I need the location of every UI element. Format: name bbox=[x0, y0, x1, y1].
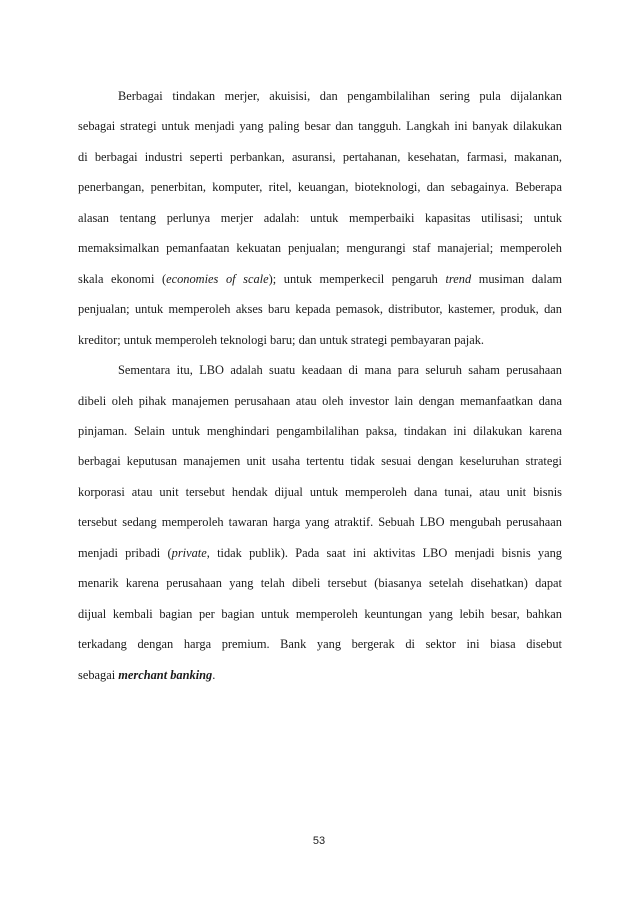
text-fragment: dibeli oleh pihak manajemen perusahaan atau oleh investor lain dengan memanfaatkan dana bbox=[78, 393, 562, 408]
text-fragment: . bbox=[212, 667, 216, 682]
text-line bbox=[78, 271, 562, 287]
text-fragment: menjadi pribadi ( bbox=[78, 545, 172, 560]
text-fragment: tersebut sedang memperoleh tawaran harga yang atraktif. Sebuah LBO mengubah perusahaan bbox=[78, 515, 562, 530]
text-fragment: Sementara itu, LBO adalah suatu keadaan di mana para seluruh saham perusahaan bbox=[118, 363, 562, 378]
text-line bbox=[78, 423, 562, 439]
emphasized-text: economies of scale bbox=[166, 271, 269, 286]
text-line bbox=[118, 88, 562, 104]
text-line bbox=[78, 179, 562, 195]
text-line bbox=[78, 149, 562, 165]
text-line bbox=[78, 514, 562, 530]
text-line bbox=[78, 210, 562, 226]
text-fragment: sebagai bbox=[78, 667, 119, 682]
text-fragment: terkadang dengan harga premium. Bank yang bergerak di sektor ini biasa disebut bbox=[78, 637, 562, 652]
text-fragment: skala ekonomi ( bbox=[78, 271, 167, 286]
text-fragment: ); untuk memperkecil pengaruh bbox=[268, 271, 446, 286]
page-number: 53 bbox=[312, 835, 326, 847]
text-fragment: memaksimalkan pemanfaatan kekuatan penjualan; mengurangi staf manajerial; memperoleh bbox=[78, 241, 562, 256]
emphasized-text: private bbox=[171, 545, 207, 560]
text-fragment: pinjaman. Selain untuk menghindari pengambilalihan paksa, tindakan ini dilakukan karena bbox=[78, 423, 562, 438]
text-line bbox=[78, 332, 562, 348]
text-fragment: Berbagai tindakan merjer, akuisisi, dan pengambilalihan sering pula dijalankan bbox=[118, 89, 562, 103]
text-fragment: musiman dalam bbox=[471, 271, 562, 286]
text-fragment: dijual kembali bagian per bagian untuk memperoleh keuntungan yang lebih besar, bahkan bbox=[78, 606, 562, 621]
text-fragment: berbagai keputusan manajemen unit usaha tertentu tidak sesuai dengan keseluruhan strategi bbox=[78, 454, 562, 469]
text-line bbox=[118, 362, 562, 378]
text-line bbox=[78, 636, 562, 652]
emphasized-text: merchant banking bbox=[118, 667, 213, 682]
text-line bbox=[78, 118, 562, 134]
text-fragment: alasan tentang perlunya merjer adalah: untuk memperbaiki kapasitas utilisasi; untuk bbox=[78, 210, 562, 225]
text-line bbox=[78, 453, 562, 469]
text-fragment: menarik karena perusahaan yang telah dibeli tersebut (biasanya setelah disehatkan) dapat bbox=[78, 576, 562, 591]
text-line bbox=[78, 575, 562, 591]
text-line bbox=[78, 301, 562, 317]
text-line bbox=[78, 545, 562, 561]
text-line bbox=[78, 484, 562, 500]
text-fragment: korporasi atau unit tersebut hendak dijual untuk memperoleh dana tunai, atau unit bisnis bbox=[78, 484, 562, 499]
text-fragment: penerbangan, penerbitan, komputer, ritel, keuangan, bioteknologi, dan sebagainya. Beberapa bbox=[78, 180, 562, 195]
text-line bbox=[78, 393, 562, 409]
text-line bbox=[78, 240, 562, 256]
text-fragment: , tidak publik). Pada saat ini aktivitas LBO menjadi bisnis yang bbox=[206, 545, 562, 560]
text-fragment: di berbagai industri seperti perbankan, asuransi, pertahanan, kesehatan, farmasi, makanan, bbox=[78, 149, 562, 164]
text-fragment: sebagai strategi untuk menjadi yang paling besar dan tangguh. Langkah ini banyak dilakukan bbox=[78, 119, 562, 134]
emphasized-text: trend bbox=[445, 271, 472, 286]
text-fragment: kreditor; untuk memperoleh teknologi baru; dan untuk strategi pembayaran pajak. bbox=[78, 332, 485, 347]
text-line bbox=[78, 606, 562, 622]
text-line bbox=[78, 667, 562, 683]
text-fragment: penjualan; untuk memperoleh akses baru kepada pemasok, distributor, kastemer, produk, dan bbox=[78, 302, 562, 317]
